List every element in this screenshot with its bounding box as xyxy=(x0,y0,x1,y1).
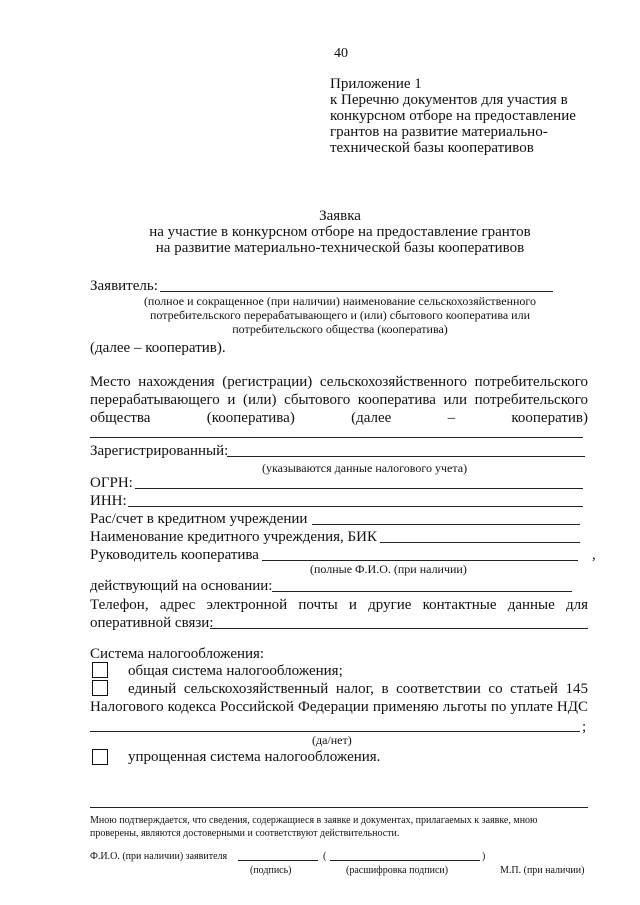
bank-label: Наименование кредитного учреждения, БИК xyxy=(90,529,377,545)
tax-simplified-label: упрощенная система налогообложения. xyxy=(128,749,381,765)
head-label: Руководитель кооператива xyxy=(90,547,259,563)
tax-agricultural-label: единый сельскохозяйственный налог, в соответствии со статьей 145 xyxy=(128,681,588,697)
head-input-line[interactable] xyxy=(262,560,578,561)
signer-label: Ф.И.О. (при наличии) заявителя xyxy=(90,851,228,862)
tax-agricultural-checkbox[interactable] xyxy=(92,680,108,696)
appendix-line: технической базы кооперативов xyxy=(330,140,534,156)
application-heading xyxy=(90,208,590,256)
appendix-line: грантов на развитие материально- xyxy=(330,124,548,140)
page-number: 40 xyxy=(334,46,348,61)
tax-simplified-checkbox[interactable] xyxy=(92,749,108,765)
paren-close: ) xyxy=(482,851,486,862)
location-line: перерабатывающего и (или) сбытового кооператива или потребительского xyxy=(90,392,588,408)
decode-hint: (расшифровка подписи) xyxy=(346,865,449,876)
account-label: Рас/счет в кредитном учреждении xyxy=(90,511,308,527)
applicant-after: (далее – кооператив). xyxy=(90,340,226,356)
location-word: – xyxy=(447,410,456,426)
registered-input-line[interactable] xyxy=(227,456,585,457)
applicant-hint-line: потребительского общества (кооператива) xyxy=(232,322,448,336)
applicant-label: Заявитель: xyxy=(90,278,158,294)
ogrn-input-line[interactable] xyxy=(135,488,583,489)
inn-label: ИНН: xyxy=(90,493,127,509)
applicant-input-line[interactable] xyxy=(160,291,553,292)
basis-input-line[interactable] xyxy=(272,591,572,592)
decode-input-line[interactable] xyxy=(330,860,480,861)
heading-subtitle: на участие в конкурсном отборе на предоставление грантов xyxy=(149,224,531,240)
applicant-hint-line: (полное и сокращенное (при наличии) наименование сельскохозяйственного xyxy=(143,294,537,308)
footer-divider xyxy=(90,807,588,808)
location-line3 xyxy=(90,410,588,426)
location-input-line[interactable] xyxy=(90,437,583,438)
head-hint: (полные Ф.И.О. (при наличии) xyxy=(310,562,467,576)
registered-label: Зарегистрированный: xyxy=(90,443,229,459)
location-word: кооператив) xyxy=(511,410,588,426)
account-input-line[interactable] xyxy=(312,524,580,525)
appendix-title: Приложение 1 xyxy=(330,76,422,92)
vat-semicolon: ; xyxy=(582,719,587,735)
applicant-hint-line: потребительского перерабатывающего и (или) сбытового кооператива или xyxy=(149,308,531,322)
confirmation-line: проверены, являются достоверными и соответствуют действительности. xyxy=(90,828,400,839)
location-word: (далее xyxy=(351,410,392,426)
stamp-hint: М.П. (при наличии) xyxy=(500,865,585,876)
taxation-label: Система налогообложения: xyxy=(90,646,265,662)
appendix-line: конкурсном отборе на предоставление xyxy=(330,108,576,124)
vat-input-line[interactable] xyxy=(90,731,580,732)
bank-input-line[interactable] xyxy=(380,542,580,543)
contacts-input-line[interactable] xyxy=(210,628,588,629)
tax-agricultural-label-2: Налогового кодекса Российской Федерации применяю льготы по уплате НДС xyxy=(90,699,588,715)
appendix-block xyxy=(330,76,610,156)
contacts-label-2: оперативной связи: xyxy=(90,615,214,631)
head-comma: , xyxy=(592,547,596,563)
registered-hint: (указываются данные налогового учета) xyxy=(262,461,468,475)
tax-general-label: общая система налогообложения; xyxy=(128,663,343,679)
confirmation-text xyxy=(90,814,590,840)
signature-input-line[interactable] xyxy=(238,860,318,861)
contacts-label: Телефон, адрес электронной почты и другие контактные данные для xyxy=(90,597,588,613)
location-word: (кооператива) xyxy=(206,410,295,426)
signature-hint: (подпись) xyxy=(250,865,292,876)
basis-label: действующий на основании: xyxy=(90,578,273,594)
location-word: общества xyxy=(90,410,151,426)
applicant-hint xyxy=(90,294,590,336)
confirmation-line: Мною подтверждается, что сведения, содержащиеся в заявке и документах, прилагаемых к заявке, мною xyxy=(90,815,538,826)
tax-general-checkbox[interactable] xyxy=(92,662,108,678)
heading-title: Заявка xyxy=(319,208,361,224)
location-line: Место нахождения (регистрации) сельскохозяйственного потребительского xyxy=(90,374,588,390)
heading-subtitle: на развитие материально-технической базы кооперативов xyxy=(155,240,525,256)
appendix-line: к Перечню документов для участия в xyxy=(330,92,568,108)
paren-open: ( xyxy=(323,851,327,862)
inn-input-line[interactable] xyxy=(128,506,583,507)
yes-no-hint: (да/нет) xyxy=(312,733,352,747)
ogrn-label: ОГРН: xyxy=(90,475,133,491)
